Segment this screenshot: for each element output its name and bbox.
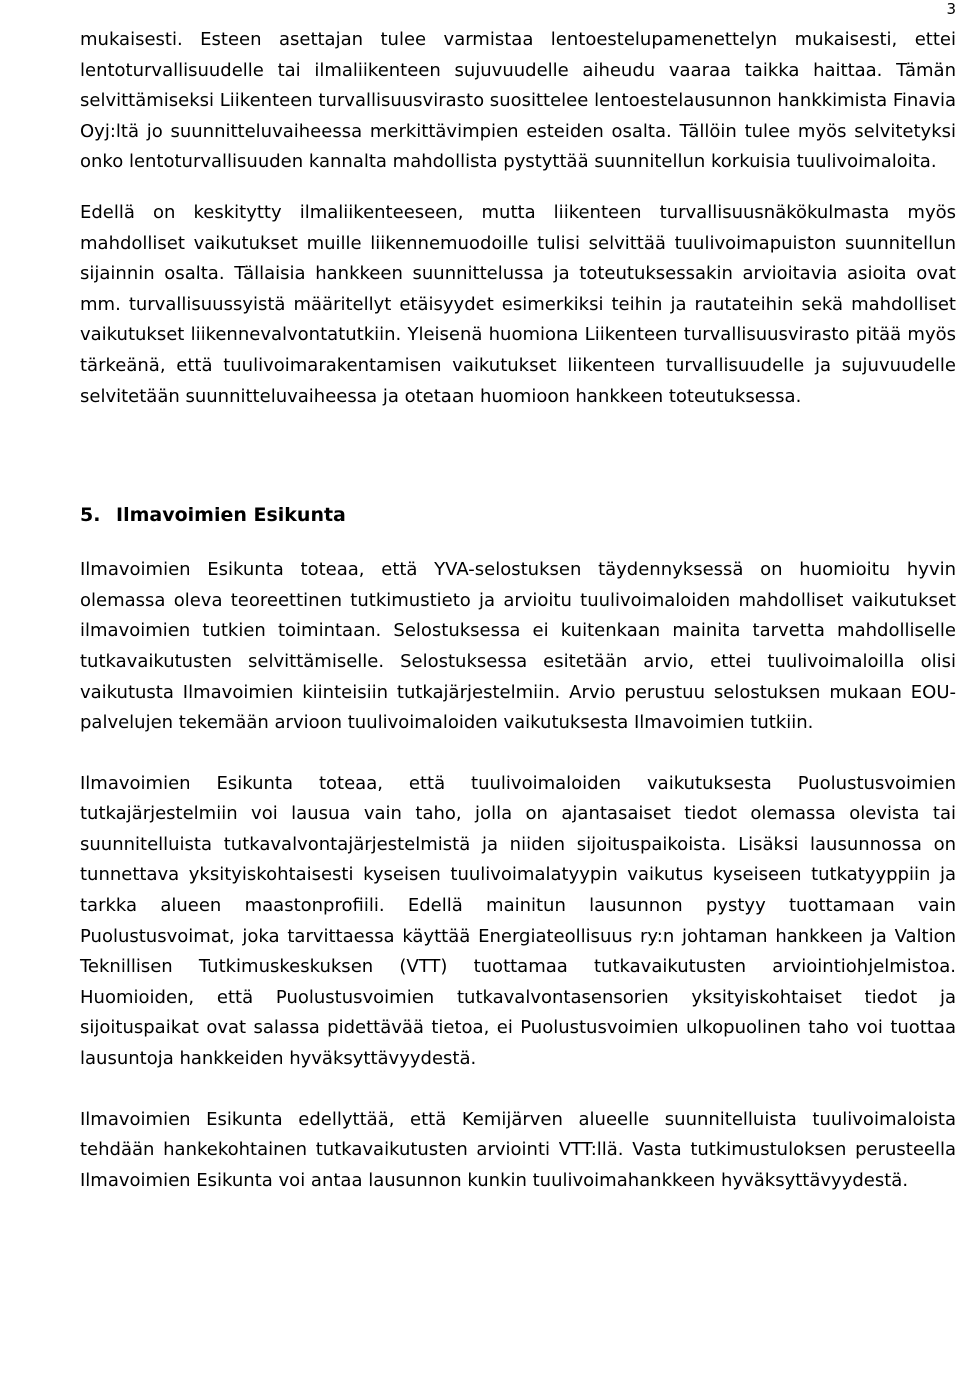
section-title: Ilmavoimien Esikunta xyxy=(116,504,346,527)
paragraph-air-force-1: Ilmavoimien Esikunta toteaa, että YVA-selostuksen täydennyksessä on huomioitu hyvin olemassa oleva teoreettinen tutkimustieto ja arvioitu tuulivoimaloiden mahdolliset vaikutukset ilmavoimien tutkien toimintaan. Selostuksessa ei kuitenkaan mainita tarvetta mahdolliselle tutkavaikutusten selvittämiselle. Selostuksessa esitetään arvio, ettei tuulivoimaloilla olisi vaikutusta Ilmavoimien kiinteisiin tutkajärjestelmiin. Arvio perustuu selostuksen mukaan EOU-palvelujen tekemään arvioon tuulivoimaloiden vaikutuksesta Ilmavoimien tutkiin. xyxy=(80,559,956,734)
paragraph-air-force-3: Ilmavoimien Esikunta edellyttää, että Kemijärven alueelle suunnitelluista tuulivoimaloista tehdään hankekohtainen tutkavaikutusten arviointi VTT:llä. Vasta tutkimustuloksen perusteella Ilmavoimien Esikunta voi antaa lausunnon kunkin tuulivoimahankkeen hyväksyttävyydestä. xyxy=(80,1108,956,1191)
section-heading xyxy=(80,500,956,530)
paragraph-air-force-2: Ilmavoimien Esikunta toteaa, että tuulivoimaloiden vaikutuksesta Puolustusvoimien tutkajärjestelmiin voi lausua vain taho, jolla on ajantasaiset tiedot olemassa olevista tai suunnitelluista tutkavalvontajärjestelmistä ja niiden sijoituspaikoista. Lisäksi lausunnossa on tunnettava yksityiskohtaisesti kyseisen tuulivoimalatyypin vaikutus kyseiseen tutkatyyppiin ja tarkka alueen maastonprofiili. Edellä mainitun lausunnon pystyy tuottamaan vain Puolustusvoimat, joka tarvittaessa käyttää Energiateollisuus ry:n johtaman hankkeen ja Valtion Teknillisen Tutkimuskeskuksen (VTT) tuottamaa tutkavaikutusten arviointiohjelmistoa. Huomioiden, että Puolustusvoimien tutkavalvontasensorien yksityiskohtaiset tiedot ja sijoituspaikat ovat salassa pidettävää tietoa, ei Puolustusvoimien ulkopuolinen taho voi tuottaa lausuntoja hankkeiden hyväksyttävyydestä. xyxy=(80,772,956,1070)
paragraph-traffic-safety: Edellä on keskitytty ilmaliikenteeseen, mutta liikenteen turvallisuusnäkökulmasta myös mahdolliset vaikutukset muille liikennemuodoille tulisi selvittää tuulivoimapuiston suunnitellun sijainnin osalta. Tällaisia hankkeen suunnittelussa ja toteutuksessakin arvioitavia asioita ovat mm. turvallisuussyistä määritellyt etäisyydet esimerkiksi teihin ja rautateihin sekä mahdolliset vaikutukset liikennevalvontatutkiin. Yleisenä huomiona Liikenteen turvallisuusvirasto pitää myös tärkeänä, että tuulivoimarakentamisen vaikutukset liikenteen turvallisuudelle ja sujuvuudelle selvitetään suunnitteluvaiheessa ja otetaan huomioon hankkeen toteutuksessa. xyxy=(80,201,956,407)
paragraph-continuation: mukaisesti. Esteen asettajan tulee varmistaa lentoestelupamenettelyn mukaisesti, ettei lentoturvallisuudelle tai ilmaliikenteen sujuvuudelle aiheudu vaaraa taikka haittaa. Tämän selvittämiseksi Liikenteen turvallisuusvirasto suosittelee lentoestelausunnon hankkimista Finavia Oyj:ltä jo suunnitteluvaiheessa merkittävimpien esteiden osalta. Tällöin tulee myös selvitetyksi onko lentoturvallisuuden kannalta mahdollista pystyttää suunnitellun korkuisia tuulivoimaloita. xyxy=(80,29,956,173)
document-body xyxy=(80,25,956,1196)
section-number: 5. xyxy=(80,504,101,527)
page-number: 3 xyxy=(946,0,956,18)
